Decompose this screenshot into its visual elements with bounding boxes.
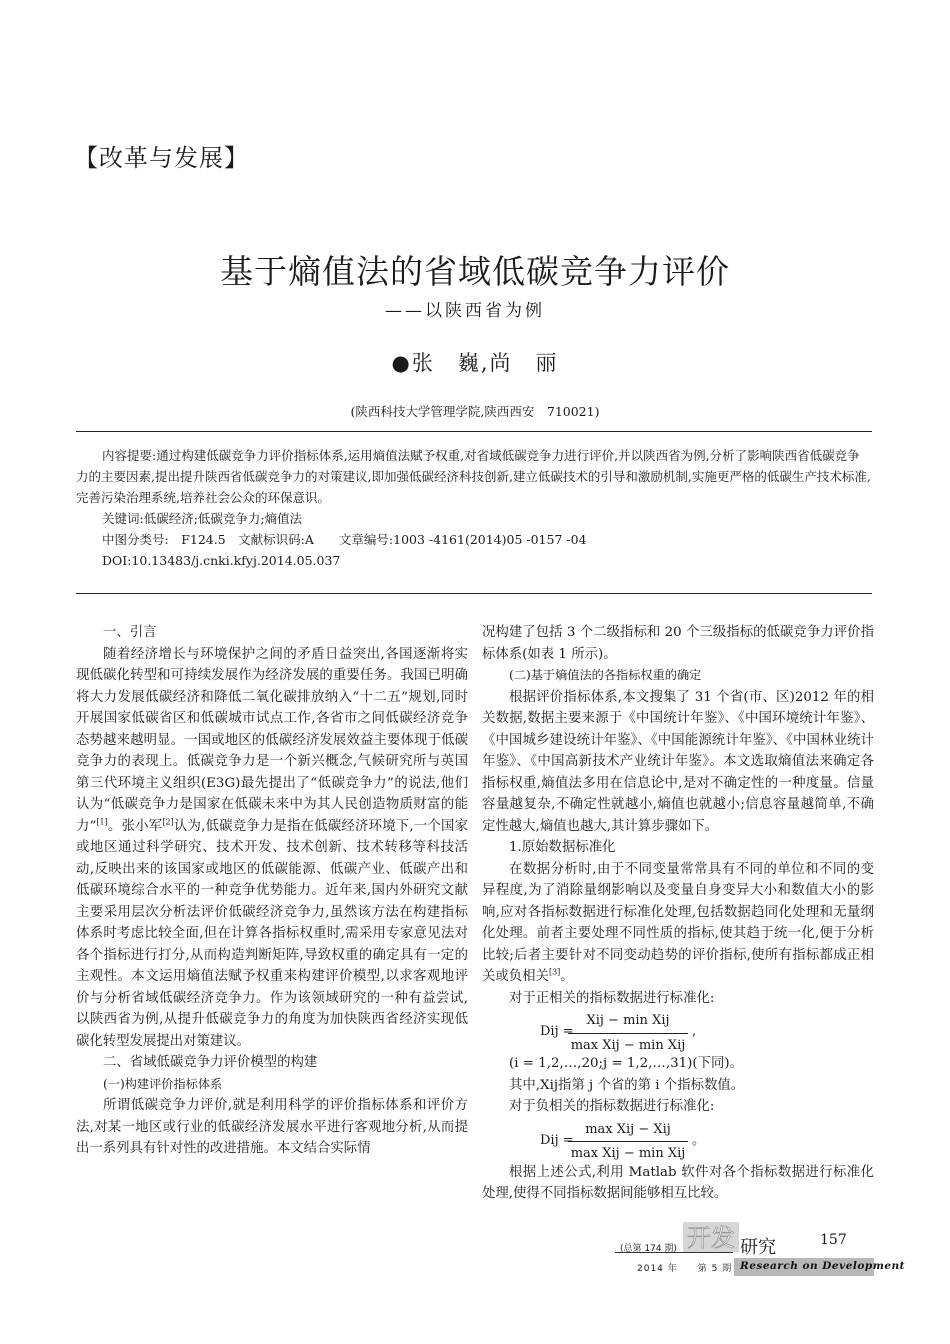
heading-weights: (二)基于熵值法的各指标权重的确定 (509, 668, 702, 682)
right-column (482, 622, 874, 1205)
formula-positive-lhs: Dij = (540, 1024, 574, 1039)
heading-standardization: 1.原始数据标准化 (509, 840, 616, 855)
formula-negative-denominator: max Xij − min Xij (570, 1146, 686, 1161)
page-number: 157 (820, 1232, 847, 1248)
formula-positive (540, 1009, 874, 1053)
section-tag: 【改革与发展】 (74, 144, 249, 172)
formula-negative (540, 1118, 874, 1162)
paragraph-introduction: 随着经济增长与环境保护之间的矛盾日益突出,各国逐渐将实现低碳化转型和可持续发展作为经济发展的重要任务。我国已明确将大力发展低碳经济和降低二氧化碳排放纳入“十二五”规划,同时开展国家低碳省区和低碳城市试点工作,各省市之间低碳经济竞争态势越来越明显。一国或地区的低碳经济发展效益主要体现于低碳竞争力的表现上。低碳竞争力是一个新兴概念,气候研究所与英国第三代环境主义组织(E3G)最先提出了“低碳竞争力”的说法,他们认为“低碳竞争力是国家在低碳未来中为其人民创造物质财富的能力”[1]。张小军[2]认为,低碳竞争力是指在低碳经济环境下,一个国家或地区通过科学研究、技术开发、技术创新、技术转移等科技活动,反映出来的该国家或地区的低碳能源、低碳产业、低碳产出和低碳环境综合水平的一种竞争优势能力。近年来,国内外研究文献主要采用层次分析法评价低碳经济竞争力,虽然该方法在构建指标体系时考虑比较全面,但在计算各指标权重时,需采用专家意见法对各个指标进行打分,从而构造判断矩阵,导致权重的确定具有一定的主观性。本文运用熵值法赋予权重来构建评价模型,以求客观地评价与分析省域低碳经济竞争力。作为该领域研究的一种有益尝试,以陕西省为例,从提升低碳竞争力的角度为加快陕西省经济实现低碳化转型发展提出对策建议。 (76, 646, 468, 1049)
footer-issue-total: (总第 174 期) (620, 1244, 677, 1254)
affiliation: (陕西科技大学管理学院,陕西西安 710021) (350, 404, 600, 419)
footer-date: 2014 年 第 5 期 (637, 1264, 733, 1274)
heading-indicator-system: (一)构建评价指标体系 (103, 1076, 223, 1091)
formula-positive-fraction (568, 1010, 688, 1056)
formula-negative-fraction (568, 1119, 688, 1165)
abstract-text: 内容提要:通过构建低碳竞争力评价指标体系,运用熵值法赋予权重,对省域低碳竞争力进行评价,并以陕西省为例,分析了影响陕西省低碳竞争力的主要因素,提出提升陕西省低碳竞争力的对策建议,即加强低碳经济科技创新,建立低碳技术的引导和激励机制,实施更严格的低碳生产技术标准,完善污染治理系统,培养社会公众的环保意识。 (76, 448, 871, 505)
formula-positive-punct: , (692, 1024, 697, 1039)
bottom-rule (76, 593, 872, 594)
doi: DOI:10.13483/j.cnki.kfyj.2014.05.037 (102, 553, 341, 568)
citation-2[interactable]: [2] (162, 817, 174, 827)
citation-1[interactable]: [1] (96, 817, 108, 827)
footer-journal-name: 研究 (740, 1237, 776, 1258)
paragraph-standardization: 在数据分析时,由于不同变量常常具有不同的单位和不同的变异程度,为了消除量纲影响以及变量自身变异大小和数值大小的影响,应对各指标数据进行标准化处理,包括数据趋同化处理和无量纲化处理。前者主要处理不同性质的指标,使其趋于统一化,便于分析比较;后者主要针对不同变动趋势的评价指标,使所有指标都成正相关或负相关[3]。 (482, 861, 874, 984)
keywords: 关键词:低碳经济;低碳竞争力;熵值法 (102, 511, 303, 526)
formula-negative-numerator: max Xij − Xij (568, 1119, 688, 1143)
journal-logo (681, 1220, 739, 1254)
authors: ●张 巍,尚 丽 (391, 351, 559, 375)
formula-range: (i = 1,2,…,20;j = 1,2,…,31)(下同)。 (509, 1056, 743, 1071)
article-subtitle: ——以陕西省为例 (385, 301, 545, 321)
paragraph-negative: 对于负相关的指标数据进行标准化: (509, 1099, 715, 1114)
footer-english-name: Research on Development (740, 1260, 905, 1272)
top-rule (76, 431, 872, 432)
formula-negative-lhs: Dij = (540, 1132, 574, 1148)
paragraph-weights: 根据评价指标体系,本文搜集了 31 个省(市、区)2012 年的相关数据,数据主要来源于《中国统计年鉴》、《中国环境统计年鉴》、《中国城乡建设统计年鉴》、《中国能源统计年鉴》、《中国林业统计年鉴》、《中国高新技术产业统计年鉴》。本文选取熵值法来确定各指标权重,熵值法多用在信息论中,是对不确定性的一种度量。信量容量越复杂,不确定性就越小,熵值也就越小;信息容量越简单,不确定性越大,熵值也越大,其计算步骤如下。 (482, 689, 874, 834)
formula-positive-numerator: Xij − min Xij (568, 1010, 688, 1034)
classification: 中图分类号: F124.5 文献标识码:A 文章编号:1003 -4161(2014)05 -0157 -04 (102, 532, 587, 547)
citation-3[interactable]: [3] (548, 967, 561, 977)
paragraph-closing: 根据上述公式,利用 Matlab 软件对各个指标数据进行标准化处理,使得不同指标数据间能够相互比较。 (482, 1164, 874, 1201)
left-column (76, 622, 468, 1160)
heading-model: 二、省域低碳竞争力评价模型的构建 (103, 1055, 318, 1070)
article-title: 基于熵值法的省域低碳竞争力评价 (220, 252, 730, 291)
formula-positive-denominator: max Xij − min Xij (570, 1037, 686, 1053)
paragraph-continued: 况构建了包括 3 个二级指标和 20 个三级指标的低碳竞争力评价指标体系(如表 1 所示)。 (482, 625, 874, 662)
heading-introduction: 一、引言 (103, 625, 157, 640)
journal-logo-text: 开发 (687, 1224, 735, 1252)
paragraph-indicator-system: 所谓低碳竞争力评价,就是利用科学的评价指标体系和评价方法,对某一地区或行业的低碳经济发展水平进行客观地分析,从而提出一系列具有针对性的改进措施。本文结合实际情 (76, 1098, 468, 1156)
paragraph-where: 其中,Xij指第 j 个省的第 i 个指标数值。 (509, 1077, 745, 1093)
abstract-block (76, 445, 872, 571)
formula-negative-punct: 。 (692, 1132, 706, 1148)
paragraph-positive: 对于正相关的指标数据进行标准化: (509, 990, 715, 1006)
